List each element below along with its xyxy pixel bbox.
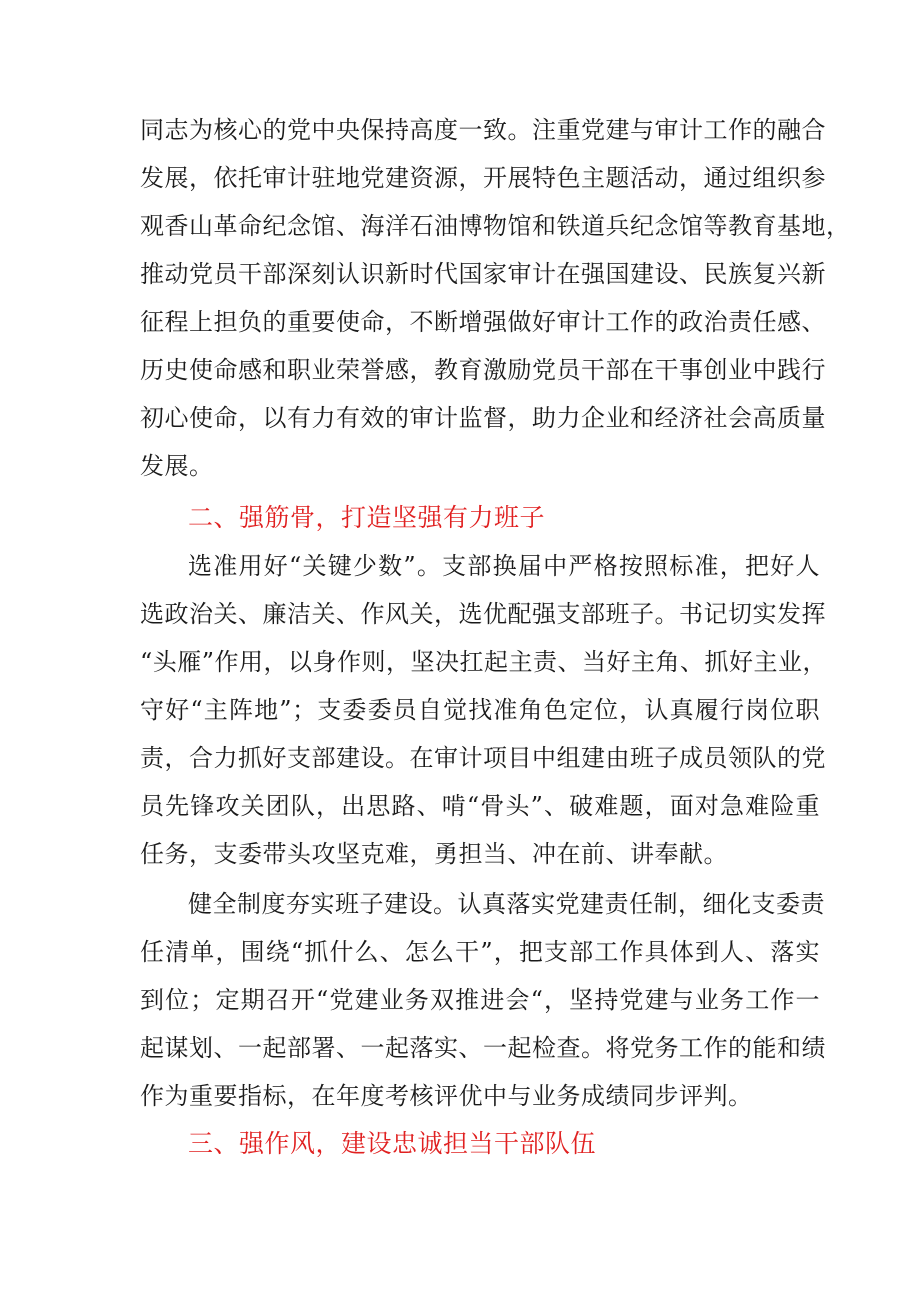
paragraph-line: 任清单，围绕“抓什么、怎么干”，把支部工作具体到人、落实 xyxy=(140,938,820,966)
paragraph-line: 初心使命，以有力有效的审计监督，助力企业和经济社会高质量 xyxy=(140,404,826,432)
paragraph-line: 发展，依托审计驻地党建资源，开展特色主题活动，通过组织参 xyxy=(140,164,826,192)
paragraph-line: 观香山革命纪念馆、海洋石油博物馆和铁道兵纪念馆等教育基地， xyxy=(140,212,851,240)
paragraph-line: 起谋划、一起部署、一起落实、一起检查。将党务工作的能和绩 xyxy=(140,1034,826,1062)
section-heading-3: 三、强作风，建设忠诚担当干部队伍 xyxy=(188,1129,597,1158)
paragraph-line: 征程上担负的重要使命，不断增强做好审计工作的政治责任感、 xyxy=(140,308,826,336)
paragraph-line: 选政治关、廉洁关、作风关，选优配强支部班子。书记切实发挥 xyxy=(140,600,826,628)
paragraph-line: 作为重要指标，在年度考核评优中与业务成绩同步评判。 xyxy=(140,1082,753,1110)
paragraph-line: 推动党员干部深刻认识新时代国家审计在强国建设、民族复兴新 xyxy=(140,260,826,288)
paragraph-line: 选准用好“关键少数”。支部换届中严格按照标准，把好人 xyxy=(188,552,820,580)
paragraph-line: 责，合力抓好支部建设。在审计项目中组建由班子成员领队的党 xyxy=(140,744,826,772)
paragraph-line: “头雁”作用，以身作则，坚决扛起主责、当好主角、抓好主业， xyxy=(140,648,828,676)
paragraph-line: 发展。 xyxy=(140,452,214,480)
paragraph-line: 到位；定期召开“党建业务双推进会“，坚持党建与业务工作一 xyxy=(140,986,820,1014)
paragraph-line: 健全制度夯实班子建设。认真落实党建责任制，细化支委责 xyxy=(188,890,825,918)
section-heading-2: 二、强筋骨，打造坚强有力班子 xyxy=(188,503,546,532)
paragraph-line: 历史使命感和职业荣誉感，教育激励党员干部在干事创业中践行 xyxy=(140,356,826,384)
paragraph-line: 任务，支委带头攻坚克难，勇担当、冲在前、讲奉献。 xyxy=(140,840,728,868)
paragraph-line: 守好“主阵地”；支委委员自觉找准角色定位，认真履行岗位职 xyxy=(140,696,820,724)
paragraph-line: 同志为核心的党中央保持高度一致。注重党建与审计工作的融合 xyxy=(140,116,826,144)
paragraph-line: 员先锋攻关团队，出思路、啃“骨头”、破难题，面对急难险重 xyxy=(140,792,820,820)
